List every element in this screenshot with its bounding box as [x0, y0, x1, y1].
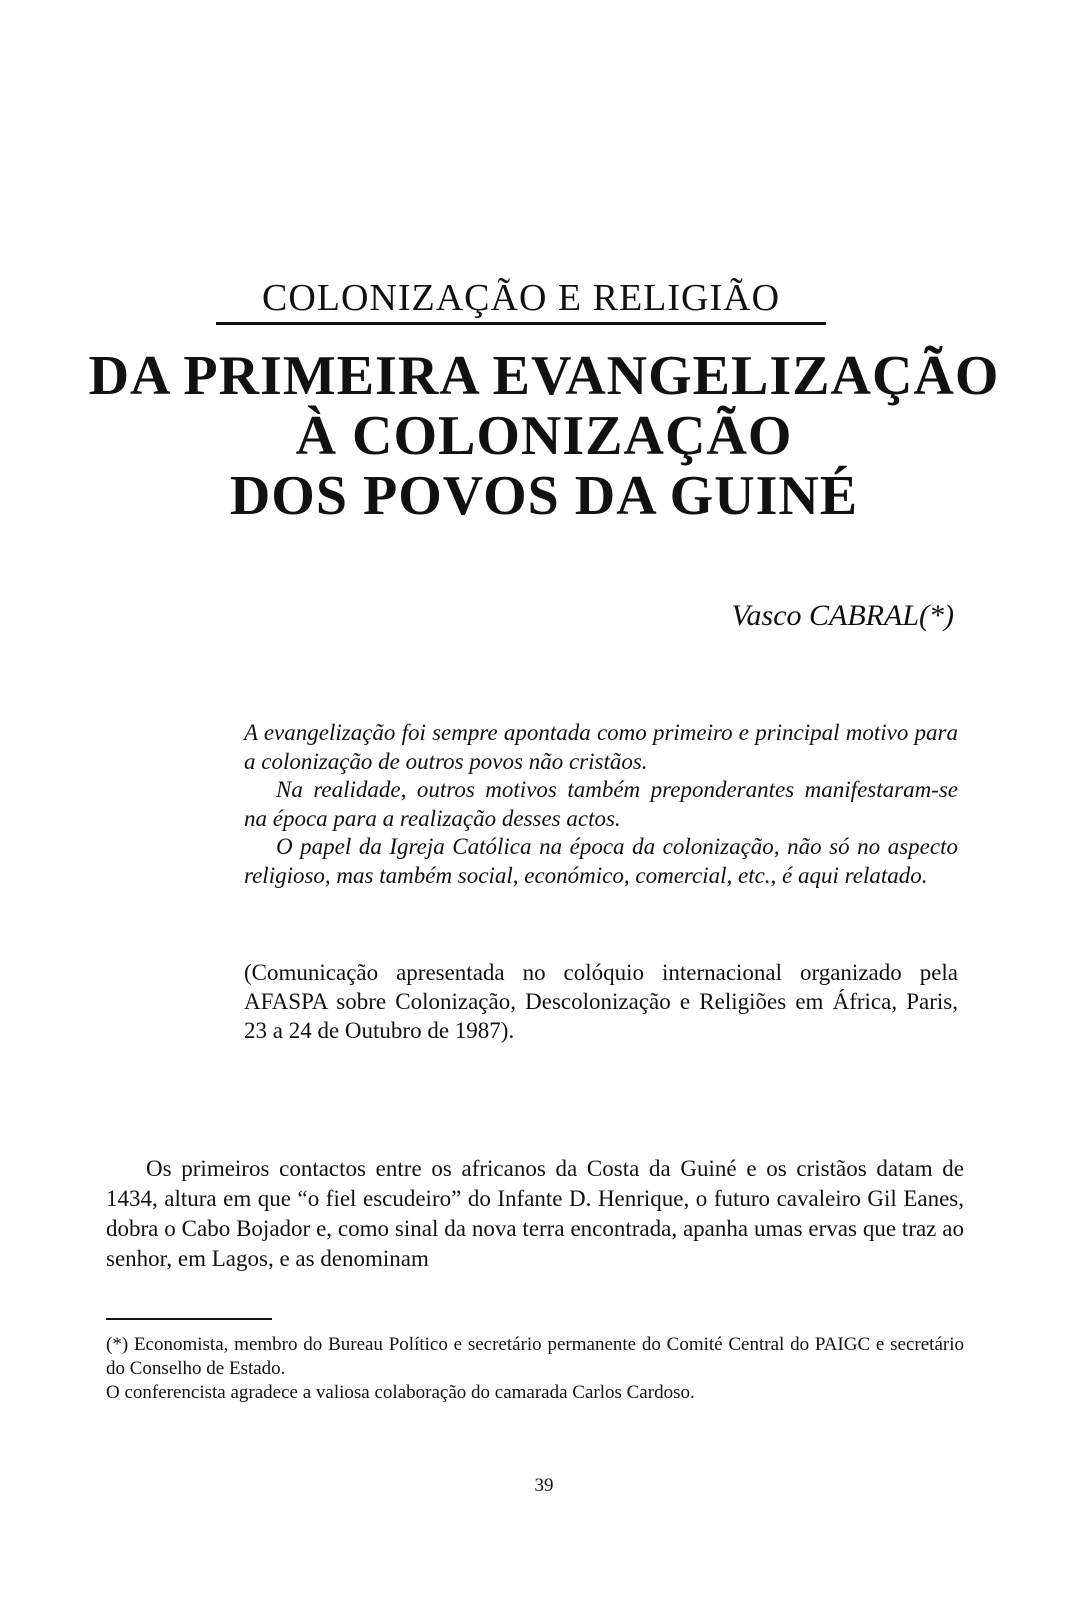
abstract	[244, 719, 958, 890]
abstract-paragraph-1: A evangelização foi sempre apontada como primeiro e principal motivo para a colonização de outros povos não cristãos.	[244, 720, 958, 774]
body-paragraph: Os primeiros contactos entre os africanos da Costa da Guiné e os cristãos datam de 1434, altura em que “o fiel escudeiro” do Infante D. Henrique, o futuro cavaleiro Gil Eanes, dobra o Cabo Bojador e, como sinal da nova terra encontrada, apanha umas ervas que traz ao senhor, em Lagos, e as denominam	[106, 1156, 964, 1271]
series-title: COLONIZAÇÃO E RELIGIÃO	[261, 277, 781, 319]
footnote-divider	[106, 1318, 272, 1320]
footnotes	[106, 1333, 964, 1405]
article-title-line-3: DOS POVOS DA GUINÉ	[229, 465, 859, 527]
footnote-acknowledgement: O conferencista agradece a valiosa colaboração do camarada Carlos Cardoso.	[106, 1382, 695, 1403]
abstract-paragraph-2: Na realidade, outros motivos também preponderantes manifestaram-se na época para a realização desses actos.	[244, 777, 958, 831]
series-title-underline	[216, 322, 826, 325]
footnote-author: (*) Economista, membro do Bureau Político e secretário permanente do Comité Central do PAIGC e secretário do Conselho de Estado.	[106, 1334, 964, 1379]
abstract-paragraph-3: O papel da Igreja Católica na época da colonização, não só no aspecto religioso, mas também social, económico, comercial, etc., é aqui relatado.	[244, 834, 958, 888]
article-title-line-1: DA PRIMEIRA EVANGELIZAÇÃO	[88, 345, 1000, 407]
page-number: 39	[534, 1475, 554, 1496]
conference-note: (Comunicação apresentada no colóquio internacional organizado pela AFASPA sobre Colonização, Descolonização e Religiões em África, Paris, 23 a 24 de Outubro de 1987).	[244, 960, 958, 1043]
article-title-line-2: À COLONIZAÇÃO	[295, 405, 793, 467]
author-name: Vasco CABRAL(*)	[731, 599, 954, 632]
